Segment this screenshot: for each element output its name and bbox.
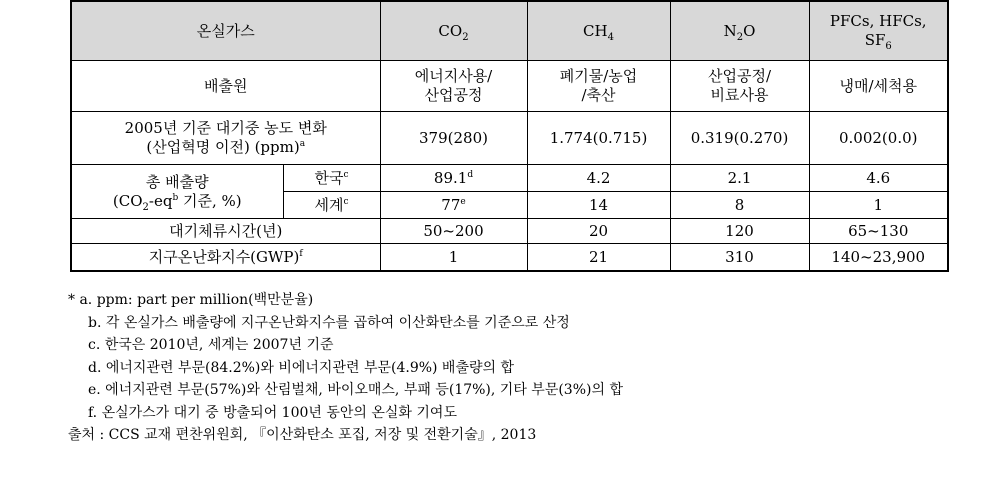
footnote-c: c. 한국은 2010년, 세계는 2007년 기준: [88, 337, 334, 353]
gwp-co2: 1: [380, 244, 527, 272]
concentration-pfc: 0.002(0.0): [809, 112, 948, 165]
lifetime-label: 대기체류시간(년): [71, 219, 380, 244]
footnote-b: b. 각 온실가스 배출량에 지구온난화지수를 곱하여 이산화탄소를 기준으로 산정: [88, 314, 570, 331]
gwp-label: 지구온난화지수(GWP)$^f$: [71, 244, 380, 272]
emission-korea-pfc: 4.6: [809, 165, 948, 192]
emission-world-co2: 77e: [380, 192, 527, 219]
footnote-d: d. 에너지관련 부문(84.2%)와 비에너지관련 부문(4.9%) 배출량의 합: [88, 359, 515, 376]
lifetime-n2o: 120: [670, 219, 809, 244]
lifetime-pfc: 65~130: [809, 219, 948, 244]
lifetime-ch4: 20: [527, 219, 670, 244]
footnote-a: * a. ppm: part per million(백만분율): [68, 292, 314, 308]
emission-world-n2o: 8: [670, 192, 809, 219]
emission-world-pfc: 1: [809, 192, 948, 219]
source-citation: 출처 : CCS 교재 편찬위원회, 『이산화탄소 포집, 저장 및 전환기술』, 2013: [68, 427, 537, 443]
concentration-n2o: 0.319(0.270): [670, 112, 809, 165]
footnotes: [68, 289, 623, 447]
source-pfc: 냉매/세척용: [809, 61, 948, 112]
footnote-e: e. 에너지관련 부문(57%)와 산림벌채, 바이오매스, 부패 등(17%), 기타 부문(3%)의 합: [88, 382, 623, 398]
gwp-pfc: 140~23,900: [809, 244, 948, 272]
emission-korea-n2o: 2.1: [670, 165, 809, 192]
header-n2o: $N_2O$: [670, 1, 809, 61]
source-co2: 에너지사용/ 산업공정: [380, 61, 527, 112]
lifetime-co2: 50~200: [380, 219, 527, 244]
source-label: 배출원: [71, 61, 380, 112]
header-ch4: $CH_4$: [527, 1, 670, 61]
concentration-co2: 379(280): [380, 112, 527, 165]
emission-label: 총 배출량 ($CO_2-eq^b$ 기준, %): [71, 165, 283, 219]
emission-world-label: 세계$^c$: [283, 192, 380, 219]
gwp-n2o: 310: [670, 244, 809, 272]
header-gas-label: 온실가스: [71, 1, 380, 61]
emission-korea-co2: 89.1$^d$: [380, 165, 527, 192]
gwp-ch4: 21: [527, 244, 670, 272]
source-n2o: 산업공정/ 비료사용: [670, 61, 809, 112]
concentration-ch4: 1.774(0.715): [527, 112, 670, 165]
source-ch4: 폐기물/농업 /축산: [527, 61, 670, 112]
header-pfc: PFCs, HFCs, $SF_6$: [809, 1, 948, 61]
footnote-f: f. 온실가스가 대기 중 방출되어 100년 동안의 온실화 기여도: [88, 404, 457, 421]
greenhouse-gas-table: [70, 0, 949, 272]
concentration-label: 2005년 기준 대기중 농도 변화 (산업혁명 이전) (ppm)$^a$: [71, 112, 380, 165]
emission-korea-ch4: 4.2: [527, 165, 670, 192]
header-co2: $CO_2$: [380, 1, 527, 61]
emission-world-ch4: 14: [527, 192, 670, 219]
emission-korea-label: 한국$^c$: [283, 165, 380, 192]
